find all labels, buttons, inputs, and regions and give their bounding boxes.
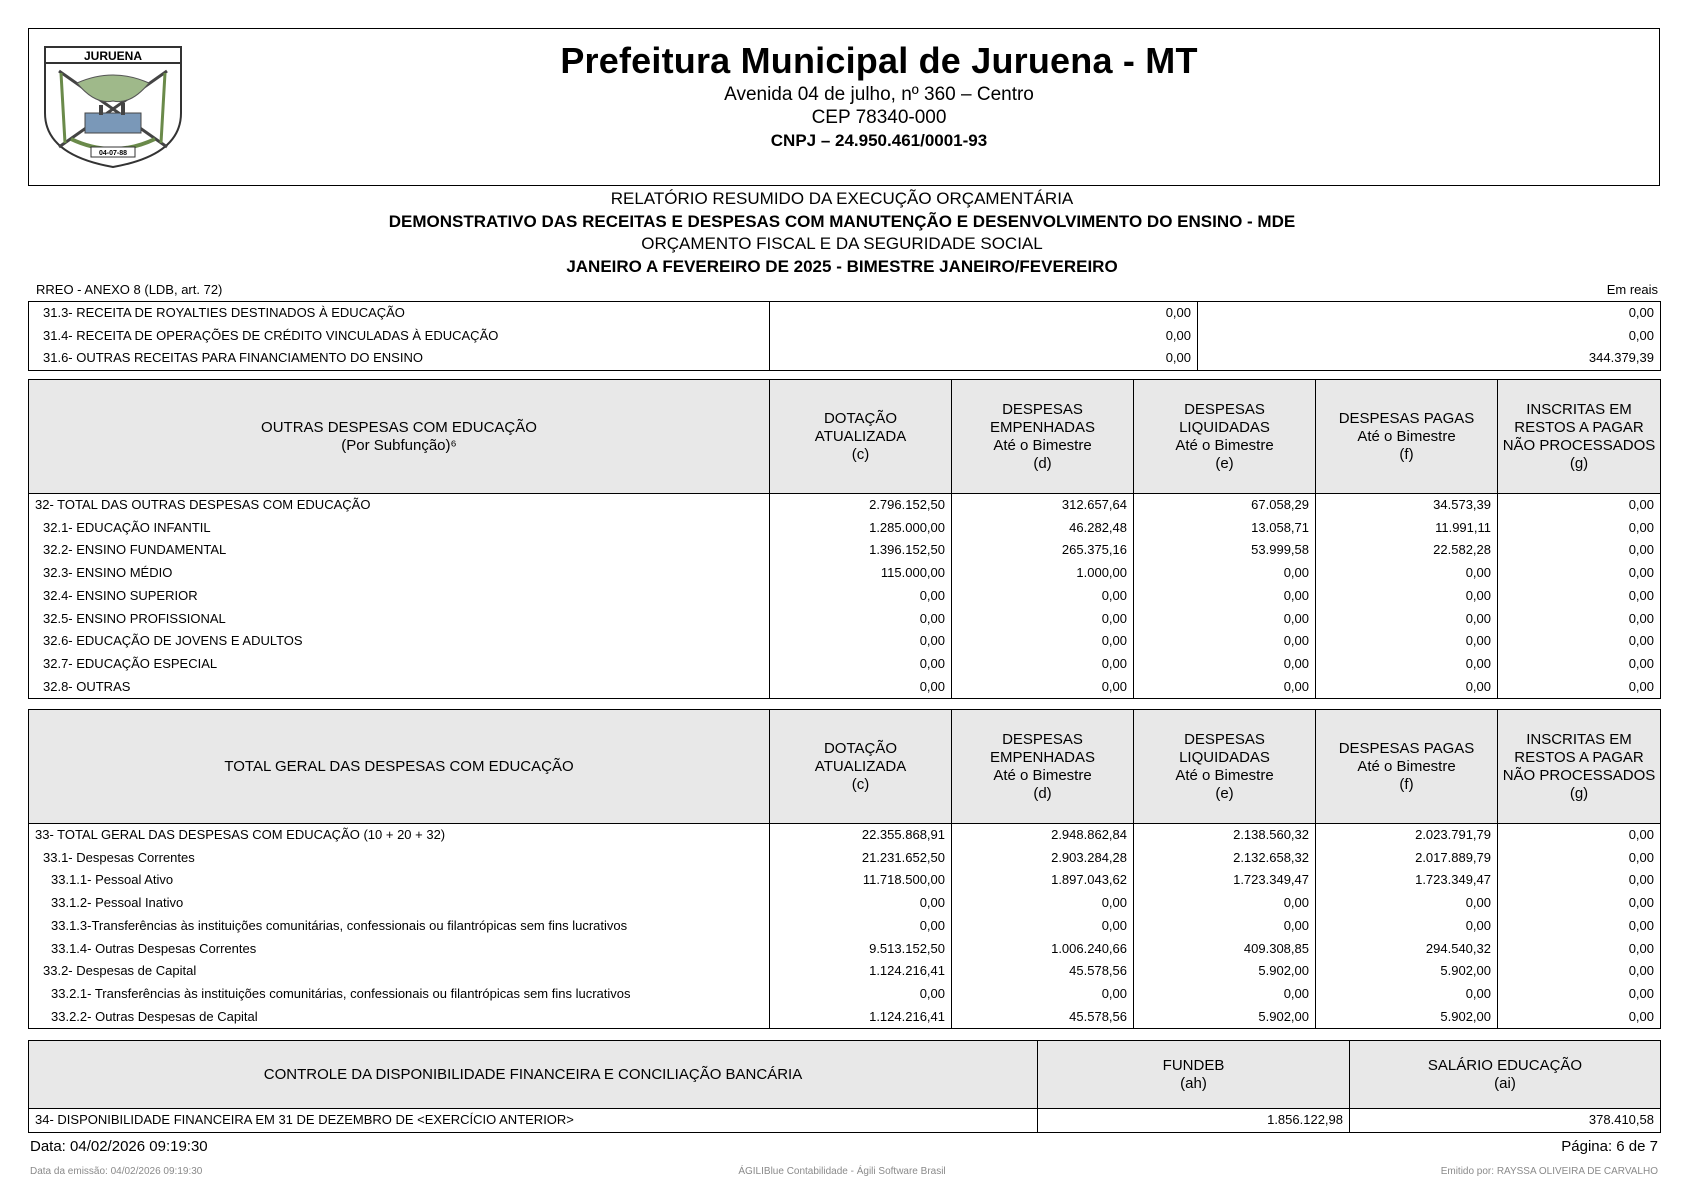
cell-value: 0,00 xyxy=(1316,585,1498,608)
cell-value: 0,00 xyxy=(1134,562,1316,585)
header-line: (c) xyxy=(851,445,870,463)
header-line: DESPESAS xyxy=(1002,400,1083,418)
col-header-c xyxy=(770,380,952,494)
cell-value: 0,00 xyxy=(770,302,1198,325)
row-label: 32.6- EDUCAÇÃO DE JOVENS E ADULTOS xyxy=(29,630,770,653)
cell-value: 5.902,00 xyxy=(1134,960,1316,983)
table-row xyxy=(29,938,1661,961)
header-line: ATUALIZADA xyxy=(814,427,907,445)
header-line: (d) xyxy=(1033,454,1052,472)
cell-value: 0,00 xyxy=(1134,676,1316,699)
cell-value: 1.124.216,41 xyxy=(770,1006,952,1029)
cell-value: 0,00 xyxy=(1316,983,1498,1006)
cell-value: 0,00 xyxy=(1134,608,1316,631)
cell-value: 0,00 xyxy=(770,983,952,1006)
cell-value: 0,00 xyxy=(1628,542,1654,558)
cell-value: 0,00 xyxy=(1628,940,1654,956)
table-row xyxy=(29,347,1661,370)
table-row xyxy=(29,824,1661,847)
cell-value: 0,00 xyxy=(1628,895,1654,911)
footer-date: Data: 04/02/2026 09:19:30 xyxy=(30,1138,208,1155)
cell-value: 34.573,39 xyxy=(1316,494,1498,517)
cell-value: 2.023.791,79 xyxy=(1316,824,1498,847)
cell-value: 0,00 xyxy=(1316,653,1498,676)
cell-value: 0,00 xyxy=(770,630,952,653)
receitas-table xyxy=(28,301,1661,371)
cell-value: 11.718.500,00 xyxy=(770,869,952,892)
table-row xyxy=(29,494,1661,517)
logo-text: JURUENA xyxy=(83,49,143,63)
header-line: LIQUIDADAS xyxy=(1179,418,1270,436)
header-line: Até o Bimestre xyxy=(1357,757,1456,775)
cell-value: 2.948.862,84 xyxy=(952,824,1134,847)
cell-value: 0,00 xyxy=(1134,892,1316,915)
table-row xyxy=(29,1109,1661,1133)
report-line-2: DEMONSTRATIVO DAS RECEITAS E DESPESAS COM MANUTENÇÃO E DESENVOLVIMENTO DO ENSINO - MDE xyxy=(388,211,1296,231)
cell-value: 0,00 xyxy=(1628,305,1654,320)
row-label: 33.1- Despesas Correntes xyxy=(29,847,770,870)
header-line: DESPESAS xyxy=(1184,730,1265,748)
table-row xyxy=(29,1006,1661,1029)
row-label: 31.4- RECEITA DE OPERAÇÕES DE CRÉDITO VINCULADAS À EDUCAÇÃO xyxy=(29,325,770,348)
footer-issued-by: Emitido por: RAYSSA OLIVEIRA DE CARVALHO xyxy=(1440,1166,1658,1177)
header-line: NÃO PROCESSADOS xyxy=(1502,436,1656,454)
header-line: SALÁRIO EDUCAÇÃO xyxy=(1427,1056,1583,1074)
row-label: 32.1- EDUCAÇÃO INFANTIL xyxy=(29,517,770,540)
cell-value: 0,00 xyxy=(1628,497,1654,512)
cell-value: 1.396.152,50 xyxy=(770,539,952,562)
cell-value: 1.285.000,00 xyxy=(770,517,952,540)
col-header-f xyxy=(1316,710,1498,824)
cell-value: 0,00 xyxy=(952,983,1134,1006)
footer-page: Página: 6 de 7 xyxy=(1561,1138,1658,1155)
cell-value: 0,00 xyxy=(1134,653,1316,676)
header-line: INSCRITAS EM xyxy=(1526,400,1632,418)
cell-value: 0,00 xyxy=(1316,892,1498,915)
row-label: 32.8- OUTRAS xyxy=(29,676,770,699)
cell-value: 0,00 xyxy=(770,585,952,608)
header-box xyxy=(28,28,1660,186)
header-line: DOTAÇÃO xyxy=(823,739,898,757)
row-label: 33.2- Despesas de Capital xyxy=(29,960,770,983)
cell-value: 0,00 xyxy=(1134,585,1316,608)
cell-value: 11.991,11 xyxy=(1316,517,1498,540)
address: Avenida 04 de julho, nº 360 – Centro xyxy=(724,84,1034,105)
cell-value: 0,00 xyxy=(952,676,1134,699)
cell-value: 0,00 xyxy=(1628,678,1654,694)
cell-value: 0,00 xyxy=(1628,655,1654,671)
col-header-e xyxy=(1134,710,1316,824)
table-row xyxy=(29,915,1661,938)
cell-value: 1.723.349,47 xyxy=(1316,869,1498,892)
cell-value: 0,00 xyxy=(770,347,1198,370)
cell-value: 0,00 xyxy=(1628,587,1654,603)
geral-body xyxy=(29,824,1661,1029)
cell-value: 0,00 xyxy=(952,630,1134,653)
col-header-d xyxy=(952,710,1134,824)
cep: CEP 78340-000 xyxy=(811,107,947,128)
cell-value: 1.897.043,62 xyxy=(952,869,1134,892)
cell-value: 0,00 xyxy=(1316,608,1498,631)
col-header-g xyxy=(1498,710,1661,824)
cell-value: 344.379,39 xyxy=(1588,350,1654,366)
row-label: 33.1.1- Pessoal Ativo xyxy=(29,869,770,892)
header-line: (ai) xyxy=(1494,1074,1516,1092)
cell-value: 2.017.889,79 xyxy=(1316,847,1498,870)
header-line: EMPENHADAS xyxy=(989,418,1096,436)
cell-value: 0,00 xyxy=(1628,917,1654,933)
cell-value: 2.796.152,50 xyxy=(770,494,952,517)
cell-value: 53.999,58 xyxy=(1134,539,1316,562)
cell-value: 0,00 xyxy=(770,653,952,676)
cell-value: 0,00 xyxy=(1628,963,1654,979)
header-line: RESTOS A PAGAR xyxy=(1514,748,1644,766)
cell-value: 1.723.349,47 xyxy=(1134,869,1316,892)
cell-value: 0,00 xyxy=(952,585,1134,608)
header-line: INSCRITAS EM xyxy=(1526,730,1632,748)
cell-value: 2.132.658,32 xyxy=(1134,847,1316,870)
table-row xyxy=(29,892,1661,915)
header-line: (ah) xyxy=(1180,1074,1207,1092)
row-label: 34- DISPONIBILIDADE FINANCEIRA EM 31 DE DEZEMBRO DE <EXERCÍCIO ANTERIOR> xyxy=(29,1109,1038,1133)
geral-title-header xyxy=(29,710,770,824)
col-header-c xyxy=(770,710,952,824)
table-row xyxy=(29,869,1661,892)
table-row xyxy=(29,960,1661,983)
header-line: (e) xyxy=(1215,784,1234,802)
row-label: 33.1.3-Transferências às instituições comunitárias, confessionais ou filantrópicas sem fins lucrativos xyxy=(29,915,770,938)
outras-despesas-table xyxy=(28,379,1661,699)
cell-value: 0,00 xyxy=(952,915,1134,938)
cell-value: 5.902,00 xyxy=(1316,1006,1498,1029)
header-line: NÃO PROCESSADOS xyxy=(1502,766,1656,784)
outras-body xyxy=(29,494,1661,699)
table-row xyxy=(29,539,1661,562)
col-header-fundeb xyxy=(1038,1041,1350,1109)
table-row xyxy=(29,517,1661,540)
cell-value: 0,00 xyxy=(770,915,952,938)
row-label: 32.4- ENSINO SUPERIOR xyxy=(29,585,770,608)
header-line: (f) xyxy=(1399,445,1414,463)
cell-value: 0,00 xyxy=(1628,565,1654,581)
cell-value: 21.231.652,50 xyxy=(770,847,952,870)
cell-value: 0,00 xyxy=(770,892,952,915)
cell-value: 265.375,16 xyxy=(952,539,1134,562)
col-header-g xyxy=(1498,380,1661,494)
header-line: RESTOS A PAGAR xyxy=(1514,418,1644,436)
table-row xyxy=(29,608,1661,631)
row-label: 32.3- ENSINO MÉDIO xyxy=(29,562,770,585)
cell-value: 13.058,71 xyxy=(1134,517,1316,540)
cell-value: 1.006.240,66 xyxy=(952,938,1134,961)
cell-value: 1.124.216,41 xyxy=(770,960,952,983)
row-label: 33.2.1- Transferências às instituições comunitárias, confessionais ou filantrópicas sem fins lucrativos xyxy=(29,983,770,1006)
table-row xyxy=(29,847,1661,870)
header-line: Até o Bimestre xyxy=(993,766,1092,784)
cnpj: CNPJ – 24.950.461/0001-93 xyxy=(770,131,988,150)
cell-value: 312.657,64 xyxy=(952,494,1134,517)
cell-value: 9.513.152,50 xyxy=(770,938,952,961)
table-row xyxy=(29,585,1661,608)
col-header-d xyxy=(952,380,1134,494)
controle-table xyxy=(28,1040,1661,1133)
cell-value: 45.578,56 xyxy=(952,1006,1134,1029)
cell-value: 0,00 xyxy=(1628,633,1654,649)
cell-value: 45.578,56 xyxy=(952,960,1134,983)
cell-value: 22.582,28 xyxy=(1316,539,1498,562)
header-line: DOTAÇÃO xyxy=(823,409,898,427)
cell-value: 0,00 xyxy=(770,325,1198,348)
row-label: 32.5- ENSINO PROFISSIONAL xyxy=(29,608,770,631)
cell-value: 0,00 xyxy=(952,608,1134,631)
cell-value: 0,00 xyxy=(1628,327,1654,343)
header-line: DESPESAS PAGAS xyxy=(1338,739,1475,757)
outras-title: OUTRAS DESPESAS COM EDUCAÇÃO xyxy=(261,418,537,436)
currency-label: Em reais xyxy=(1606,282,1658,297)
table-row xyxy=(29,630,1661,653)
report-line-4: JANEIRO A FEVEREIRO DE 2025 - BIMESTRE JANEIRO/FEVEREIRO xyxy=(566,256,1118,276)
header-line: DESPESAS PAGAS xyxy=(1338,409,1475,427)
header-line: (f) xyxy=(1399,775,1414,793)
row-label: 31.6- OUTRAS RECEITAS PARA FINANCIAMENTO DO ENSINO xyxy=(29,347,770,370)
cell-value: 1.856.122,98 xyxy=(1038,1109,1350,1133)
header-line: DESPESAS xyxy=(1184,400,1265,418)
cell-value: 0,00 xyxy=(1316,562,1498,585)
cell-value: 294.540,32 xyxy=(1316,938,1498,961)
outras-subtitle: (Por Subfunção)⁶ xyxy=(341,436,457,454)
cell-value: 0,00 xyxy=(770,676,952,699)
table-row xyxy=(29,562,1661,585)
outras-title-header xyxy=(29,380,770,494)
cell-value: 115.000,00 xyxy=(770,562,952,585)
header-line: FUNDEB xyxy=(1162,1056,1225,1074)
report-line-3: ORÇAMENTO FISCAL E DA SEGURIDADE SOCIAL xyxy=(641,234,1043,253)
table-row xyxy=(29,983,1661,1006)
col-header-e xyxy=(1134,380,1316,494)
cell-value: 0,00 xyxy=(1316,630,1498,653)
annex-label: RREO - ANEXO 8 (LDB, art. 72) xyxy=(36,282,223,297)
row-label: 32.7- EDUCAÇÃO ESPECIAL xyxy=(29,653,770,676)
report-titles xyxy=(0,188,1684,278)
cell-value: 0,00 xyxy=(952,653,1134,676)
header-line: Até o Bimestre xyxy=(1357,427,1456,445)
header-line: Até o Bimestre xyxy=(993,436,1092,454)
header-line: (e) xyxy=(1215,454,1234,472)
table-row xyxy=(29,325,1661,348)
total-geral-table xyxy=(28,709,1661,1029)
cell-value: 1.000,00 xyxy=(952,562,1134,585)
cell-value: 0,00 xyxy=(1628,610,1654,626)
table-row xyxy=(29,676,1661,699)
cell-value: 0,00 xyxy=(1134,983,1316,1006)
header-line: ATUALIZADA xyxy=(814,757,907,775)
cell-value: 2.903.284,28 xyxy=(952,847,1134,870)
col-header-f xyxy=(1316,380,1498,494)
row-label: 33.1.4- Outras Despesas Correntes xyxy=(29,938,770,961)
header-line: Até o Bimestre xyxy=(1175,436,1274,454)
cell-value: 5.902,00 xyxy=(1134,1006,1316,1029)
header-line: (g) xyxy=(1569,454,1589,472)
row-label: 33- TOTAL GERAL DAS DESPESAS COM EDUCAÇÃO (10 + 20 + 32) xyxy=(29,824,770,847)
page-title: Prefeitura Municipal de Juruena - MT xyxy=(560,40,1198,81)
cell-value: 0,00 xyxy=(1628,1008,1654,1024)
footer-emission: Data da emissão: 04/02/2026 09:19:30 xyxy=(30,1166,203,1177)
cell-value: 0,00 xyxy=(1628,827,1654,842)
header-line: LIQUIDADAS xyxy=(1179,748,1270,766)
cell-value: 0,00 xyxy=(952,892,1134,915)
cell-value: 0,00 xyxy=(1628,872,1654,888)
cell-value: 22.355.868,91 xyxy=(770,824,952,847)
cell-value: 409.308,85 xyxy=(1134,938,1316,961)
header-line: (g) xyxy=(1569,784,1589,802)
header-line: EMPENHADAS xyxy=(989,748,1096,766)
col-header-salario xyxy=(1350,1041,1661,1109)
cell-value: 0,00 xyxy=(1628,849,1654,865)
row-label: 33.1.2- Pessoal Inativo xyxy=(29,892,770,915)
row-label: 31.3- RECEITA DE ROYALTIES DESTINADOS À EDUCAÇÃO xyxy=(29,302,770,325)
report-line-1: RELATÓRIO RESUMIDO DA EXECUÇÃO ORÇAMENTÁRIA xyxy=(610,189,1074,208)
row-label: 32- TOTAL DAS OUTRAS DESPESAS COM EDUCAÇÃO xyxy=(29,494,770,517)
logo-date: 04-07-88 xyxy=(98,150,128,157)
cell-value: 67.058,29 xyxy=(1134,494,1316,517)
header-line: DESPESAS xyxy=(1002,730,1083,748)
cell-value: 378.410,58 xyxy=(1588,1112,1654,1127)
row-label: 32.2- ENSINO FUNDAMENTAL xyxy=(29,539,770,562)
header-line: (c) xyxy=(851,775,870,793)
cell-value: 0,00 xyxy=(1316,676,1498,699)
cell-value: 2.138.560,32 xyxy=(1134,824,1316,847)
cell-value: 5.902,00 xyxy=(1316,960,1498,983)
header-line: (d) xyxy=(1033,784,1052,802)
cell-value: 46.282,48 xyxy=(952,517,1134,540)
cell-value: 0,00 xyxy=(1628,985,1654,1001)
footer-software: ÁGILIBlue Contabilidade - Ágili Software Brasil xyxy=(738,1166,946,1177)
geral-title: TOTAL GERAL DAS DESPESAS COM EDUCAÇÃO xyxy=(224,757,574,775)
cell-value: 0,00 xyxy=(1134,915,1316,938)
header-line: Até o Bimestre xyxy=(1175,766,1274,784)
cell-value: 0,00 xyxy=(770,608,952,631)
table-row xyxy=(29,302,1661,325)
controle-title: CONTROLE DA DISPONIBILIDADE FINANCEIRA E CONCILIAÇÃO BANCÁRIA xyxy=(29,1041,1038,1109)
row-label: 33.2.2- Outras Despesas de Capital xyxy=(29,1006,770,1029)
cell-value: 0,00 xyxy=(1134,630,1316,653)
cell-value: 0,00 xyxy=(1628,519,1654,535)
table-row xyxy=(29,653,1661,676)
cell-value: 0,00 xyxy=(1316,915,1498,938)
